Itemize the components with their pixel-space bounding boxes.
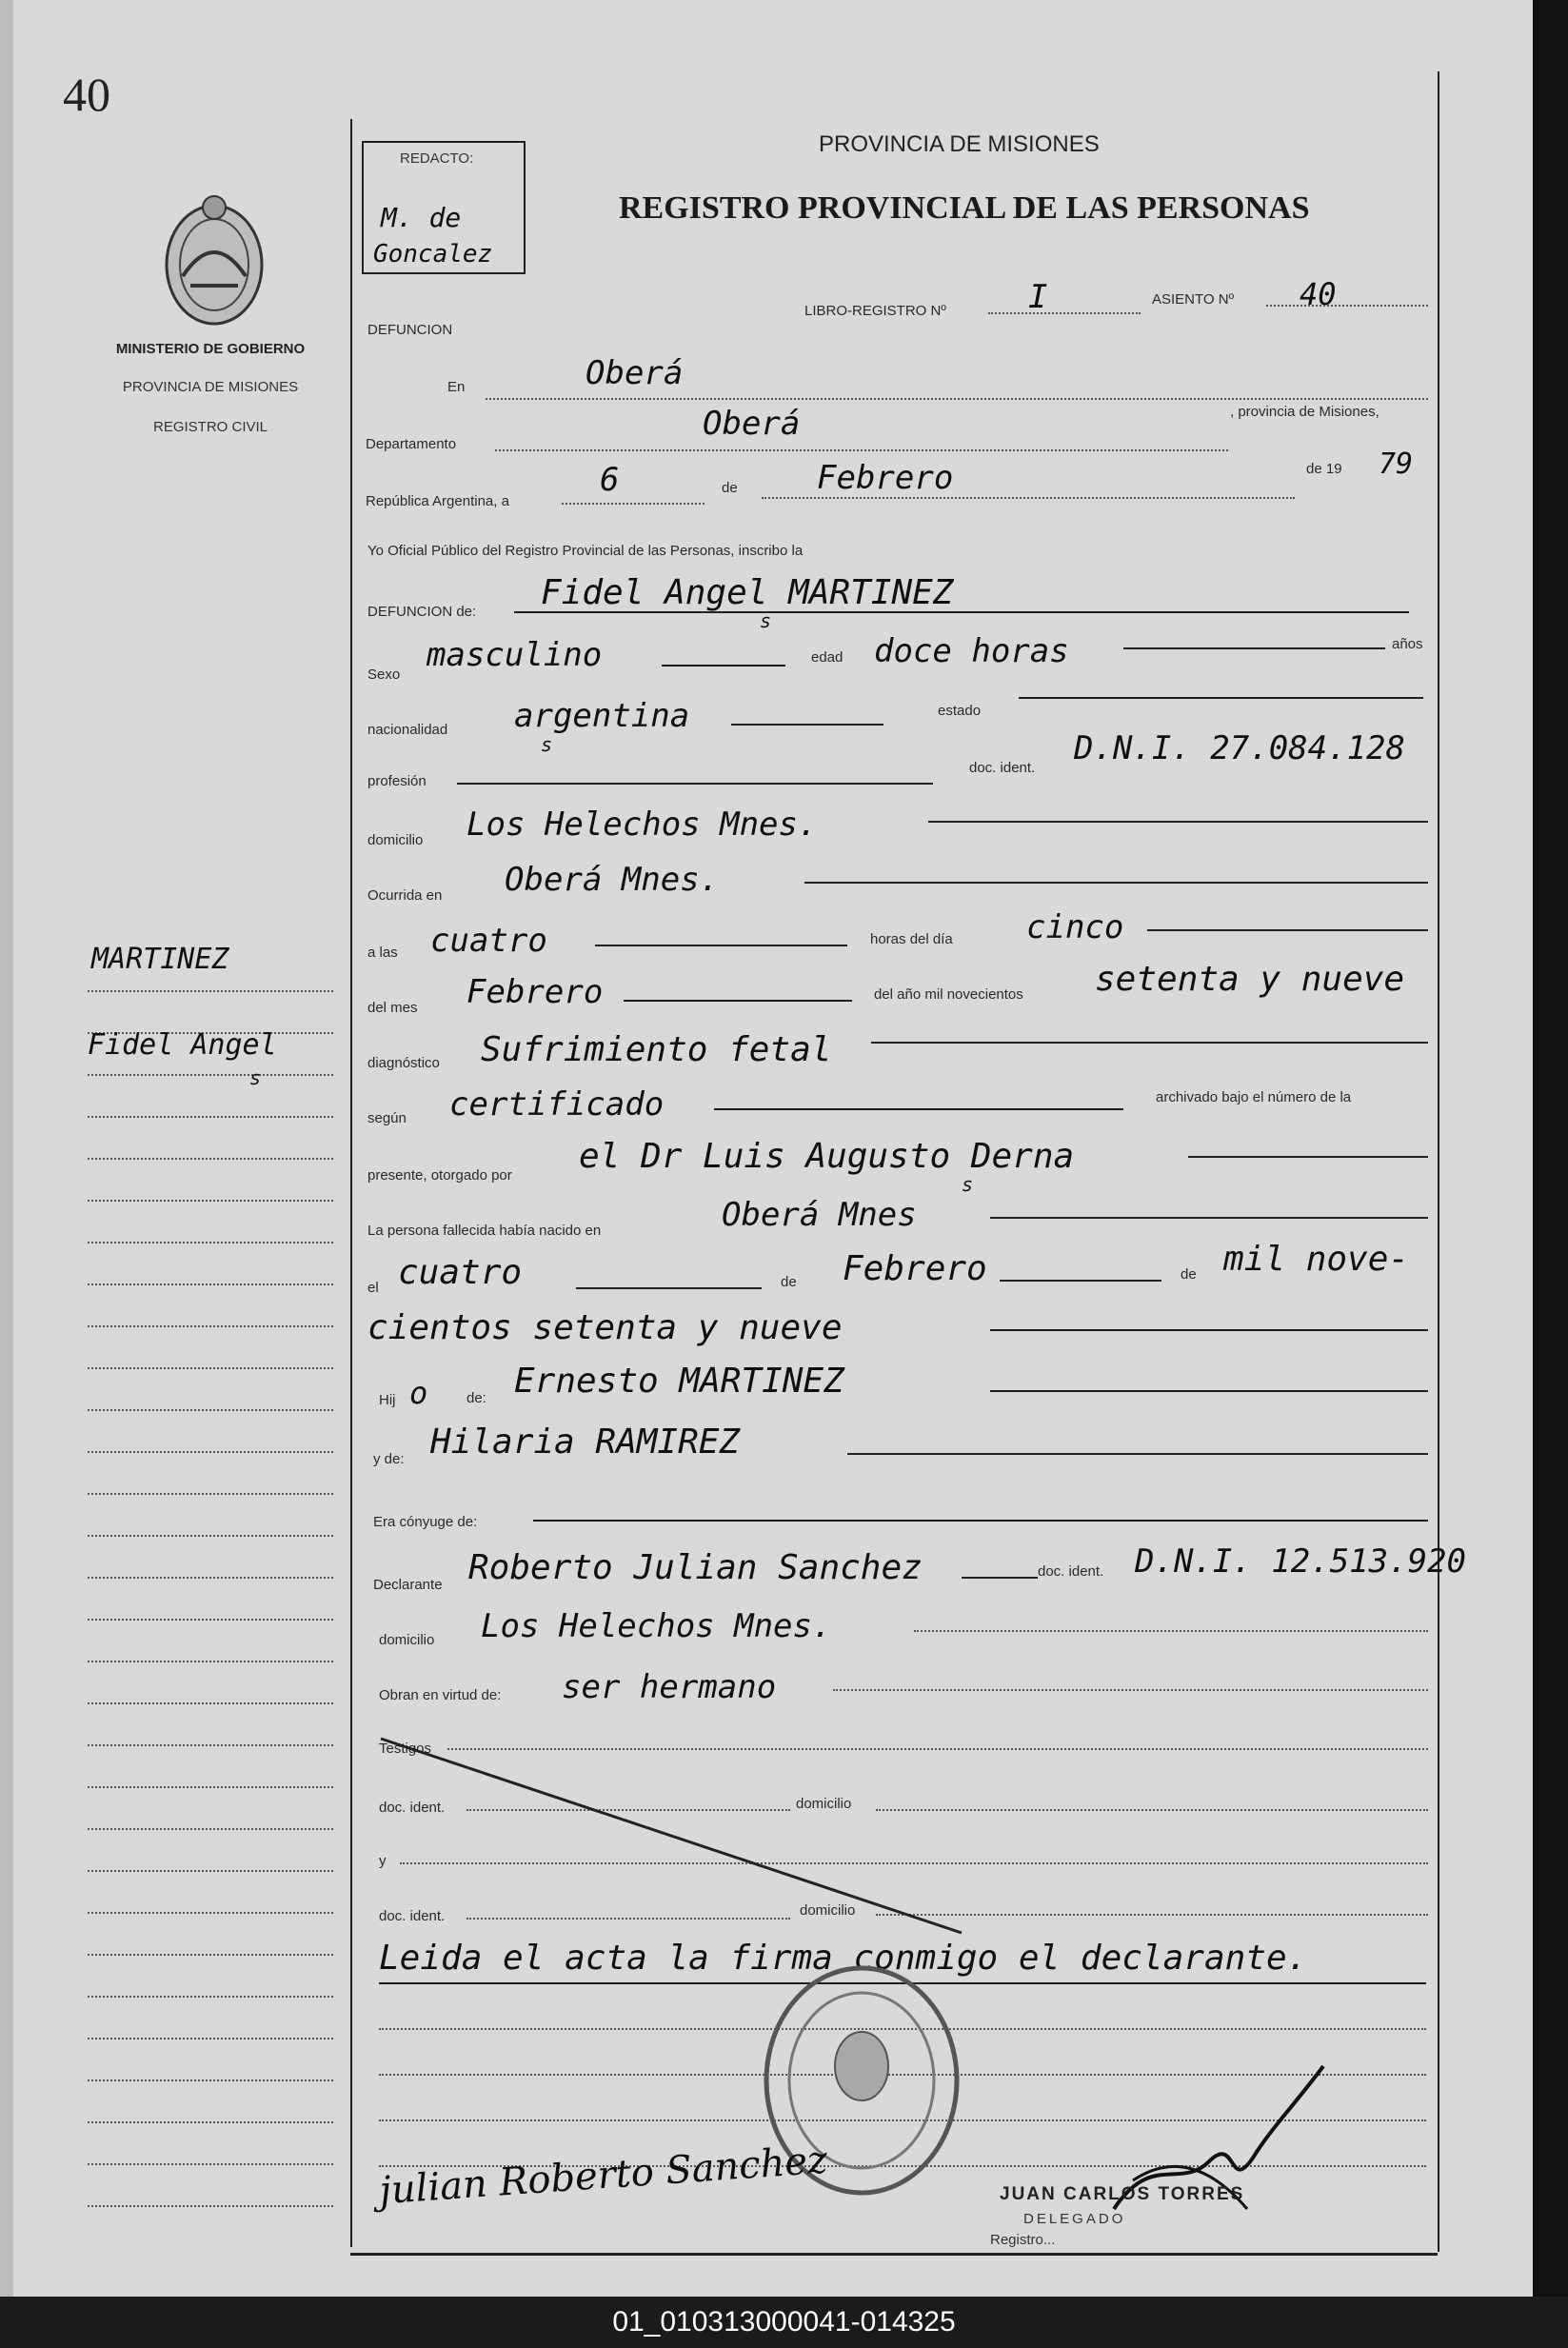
day-value: 6 (600, 461, 620, 499)
testigo-dom-label: domicilio (796, 1796, 852, 1812)
profesion-label: profesión (367, 773, 427, 789)
departamento-label: Departamento (366, 436, 457, 452)
continuation-value: cientos setenta y nueve (367, 1308, 843, 1347)
libro-value: I (1028, 278, 1048, 316)
declarante-doc-value: D.N.I. 12.513.920 (1135, 1542, 1466, 1581)
ocurrida-label: Ocurrida en (367, 887, 443, 904)
declarante-dom-label: domicilio (379, 1632, 435, 1648)
en-value: Oberá (586, 354, 684, 392)
ministry-registry: REGISTRO CIVIL (152, 419, 268, 435)
registry-title: REGISTRO PROVINCIAL DE LAS PERSONAS (619, 190, 1310, 226)
nacionalidad-accent: s (541, 733, 553, 756)
del-ano-label: del año mil novecientos (874, 986, 1023, 1003)
ministry-province: PROVINCIA DE MISIONES (122, 379, 299, 395)
record-type-label: DEFUNCION (367, 322, 453, 338)
edad-label: edad (811, 649, 844, 666)
libro-label: LIBRO-REGISTRO Nº (804, 303, 946, 319)
en-label: En (447, 379, 466, 395)
image-caption: 01_010313000041-014325 (612, 2306, 956, 2338)
del-ano-value: setenta y nueve (1095, 960, 1405, 999)
sexo-value: masculino (427, 636, 603, 674)
declarante-value: Roberto Julian Sanchez (468, 1548, 923, 1587)
archivado-label: archivado bajo el número de la (1156, 1089, 1352, 1105)
conyuge-label: Era cónyuge de: (373, 1514, 478, 1530)
page-number: 40 (63, 68, 110, 121)
diagnostico-value: Sufrimiento fetal (481, 1030, 832, 1069)
asiento-value: 40 (1300, 276, 1337, 312)
hijo-label: Hij (379, 1392, 396, 1408)
obran-value: ser hermano (562, 1668, 777, 1706)
declarant-signature: julian Roberto Sanchez (377, 2138, 829, 2214)
testigo-dom2-label: domicilio (800, 1902, 856, 1919)
yde-label: y de: (373, 1451, 405, 1467)
a-las-value: cuatro (430, 922, 547, 960)
de3-value: mil nove- (1223, 1240, 1410, 1279)
leida-statement: Leida el acta la firma conmigo el declarante. (379, 1939, 1308, 1978)
el-value: cuatro (398, 1253, 523, 1292)
presente-label: presente, otorgado por (367, 1167, 512, 1184)
presente-accent: s (962, 1173, 974, 1196)
year-label: de 19 (1306, 461, 1342, 477)
republica-label: República Argentina, a (366, 493, 509, 509)
testigo-doc-label: doc. ident. (379, 1800, 446, 1816)
yde-value: Hilaria RAMIREZ (430, 1423, 741, 1462)
de-label: de (722, 480, 738, 496)
official-signature-icon (1095, 2047, 1342, 2238)
nacionalidad-value: argentina (514, 697, 690, 735)
hijo-de-value: Ernesto MARTINEZ (514, 1362, 844, 1401)
defuncion-de-value: Fidel Angel MARTINEZ (541, 573, 954, 612)
estado-label: estado (938, 703, 982, 719)
defuncion-de-label: DEFUNCION de: (367, 604, 477, 620)
doc-ident-value: D.N.I. 27.084.128 (1074, 729, 1405, 767)
ministry-title: MINISTERIO DE GOBIERNO (115, 341, 306, 357)
nacido-label: La persona fallecida había nacido en (367, 1223, 602, 1239)
segun-label: según (367, 1110, 407, 1126)
nacionalidad-label: nacionalidad (367, 722, 448, 738)
de2-label: de (781, 1274, 797, 1290)
domicilio-value: Los Helechos Mnes. (466, 806, 818, 844)
segun-value: certificado (449, 1085, 665, 1124)
diagnostico-label: diagnóstico (367, 1055, 440, 1071)
testigo-y-label: y (379, 1853, 387, 1869)
anos-label: años (1392, 636, 1423, 652)
official-title: DELEGADO (1023, 2211, 1126, 2227)
official-office: Registro... (990, 2232, 1056, 2248)
margin-accent: s (249, 1066, 262, 1089)
edad-value: doce horas (874, 632, 1069, 670)
del-mes-label: del mes (367, 1000, 418, 1016)
a-las-label: a las (367, 945, 398, 961)
domicilio-label: domicilio (367, 832, 424, 848)
horas-dia-value: cinco (1026, 908, 1124, 946)
departamento-value: Oberá (703, 405, 801, 443)
el-label: el (367, 1280, 379, 1296)
doc-ident-label: doc. ident. (969, 760, 1036, 776)
de3-label: de (1181, 1266, 1197, 1283)
del-mes-value: Febrero (466, 973, 604, 1011)
declarante-dom-value: Los Helechos Mnes. (481, 1607, 832, 1645)
testigo-doc2-label: doc. ident. (379, 1908, 446, 1924)
hijo-de-label: de: (466, 1390, 486, 1406)
testigos-label: Testigos (379, 1741, 432, 1757)
hijo-suffix: o (409, 1375, 428, 1411)
margin-surname: MARTINEZ (91, 943, 229, 976)
de2-value: Febrero (843, 1249, 987, 1288)
redacto-label: REDACTO: (400, 150, 474, 167)
official-name: JUAN CARLOS TORRES (1000, 2184, 1245, 2204)
nacido-value: Oberá Mnes (722, 1196, 917, 1234)
redacto-value-2: Goncalez (373, 240, 493, 269)
declarante-doc-label: doc. ident. (1038, 1563, 1104, 1580)
province-heading: PROVINCIA DE MISIONES (819, 131, 1100, 157)
obran-label: Obran en virtud de: (379, 1687, 502, 1703)
accent-mark: s (760, 609, 772, 632)
ocurrida-value: Oberá Mnes. (505, 861, 720, 899)
horas-dia-label: horas del día (870, 931, 953, 947)
margin-given-names: Fidel Angel (88, 1028, 277, 1062)
provincia-label: , provincia de Misiones, (1230, 404, 1379, 420)
redacto-value-1: M. de (381, 202, 462, 233)
year-value: 79 (1379, 448, 1414, 481)
month-value: Febrero (817, 459, 954, 497)
presente-value: el Dr Luis Augusto Derna (579, 1137, 1075, 1176)
declarante-label: Declarante (373, 1577, 443, 1593)
sexo-label: Sexo (367, 667, 401, 683)
asiento-label: ASIENTO Nº (1152, 291, 1235, 308)
oficial-text: Yo Oficial Público del Registro Provincial de las Personas, inscribo la (367, 543, 804, 559)
